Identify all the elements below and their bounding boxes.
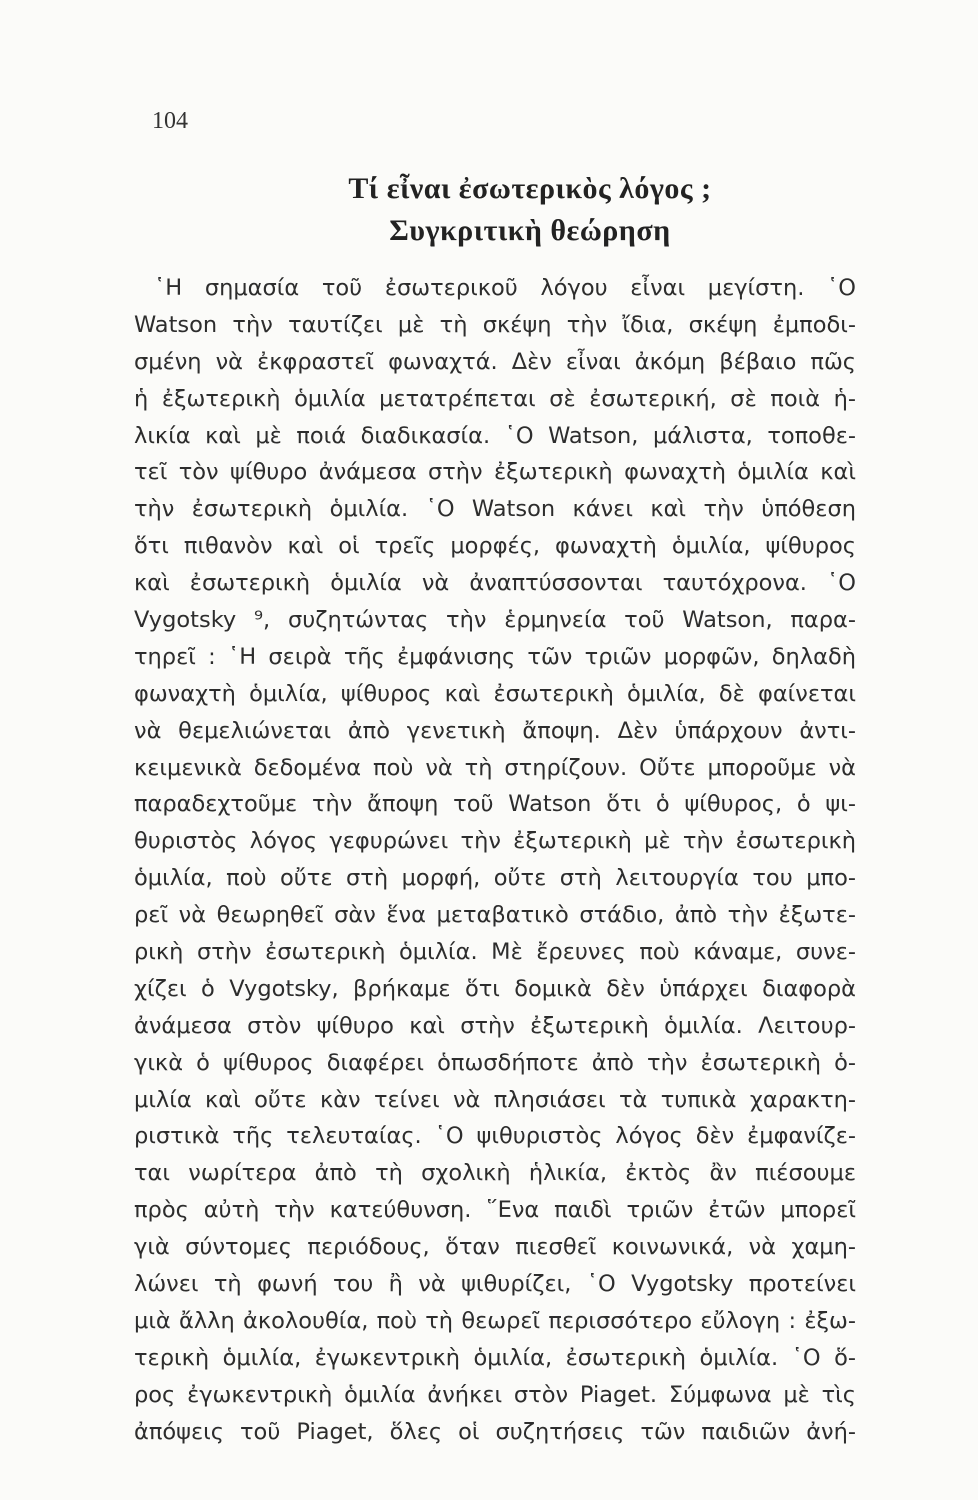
text-line: ρεῖ νὰ θεωρηθεῖ σὰν ἕνα μεταβατικὸ στάδιο, ἀπὸ τὴν ἐξωτε- [134, 902, 856, 929]
text-line: Vygotsky ⁹, συζητώντας τὴν ἑρμηνεία τοῦ Watson, παρα- [134, 607, 856, 634]
title-line-2: Συγκριτικὴ θεώρηση [389, 214, 671, 247]
text-line: χίζει ὁ Vygotsky, βρήκαμε ὅτι δομικὰ δὲν ὑπάρχει διαφορὰ [134, 975, 856, 1002]
text-line: ἡ ἐξωτερικὴ ὁμιλία μετατρέπεται σὲ ἐσωτερική, σὲ ποιὰ ἡ- [134, 385, 856, 412]
text-line: θυριστὸς λόγος γεφυρώνει τὴν ἐξωτερικὴ μὲ τὴν ἐσωτερικὴ [134, 828, 856, 855]
title-line-1: Τί εἶναι ἐσωτερικὸς λόγος ; [348, 172, 712, 205]
text-line: ρικὴ στὴν ἐσωτερικὴ ὁμιλία. Μὲ ἔρευνες ποὺ κάναμε, συνε- [134, 939, 856, 966]
text-line: παραδεχτοῦμε τὴν ἄποψη τοῦ Watson ὅτι ὁ ψίθυρος, ὁ ψι- [134, 791, 856, 818]
text-line: λικία καὶ μὲ ποιά διαδικασία. ῾Ο Watson, μάλιστα, τοποθε- [134, 422, 856, 449]
text-line: ται νωρίτερα ἀπὸ τὴ σχολικὴ ἡλικία, ἐκτὸς ἂν πιέσουμε [134, 1160, 856, 1187]
text-line: τὴν ἐσωτερικὴ ὁμιλία. ῾Ο Watson κάνει καὶ τὴν ὑπόθεση [134, 496, 856, 523]
text-line: ὅτι πιθανὸν καὶ οἱ τρεῖς μορφές, φωναχτὴ ὁμιλία, ψίθυρος [134, 533, 856, 560]
text-line: ῾Η σημασία τοῦ ἐσωτερικοῦ λόγου εἶναι μεγίστη. ῾Ο [154, 275, 856, 301]
text-line: νὰ θεμελιώνεται ἀπὸ γενετικὴ ἄποψη. Δὲν ὑπάρχουν ἀντι- [134, 717, 856, 744]
text-line: τεῖ τὸν ψίθυρο ἀνάμεσα στὴν ἐξωτερικὴ φωναχτὴ ὁμιλία καὶ [134, 459, 856, 486]
text-line: μιλία καὶ οὔτε κὰν τείνει νὰ πλησιάσει τὰ τυπικὰ χαρακτη- [134, 1086, 856, 1113]
text-line: ριστικὰ τῆς τελευταίας. ῾Ο ψιθυριστὸς λόγος δὲν ἐμφανίζε- [134, 1123, 856, 1150]
text-line: τερικὴ ὁμιλία, ἐγωκεντρικὴ ὁμιλία, ἐσωτερικὴ ὁμιλία. ῾Ο ὅ- [134, 1344, 856, 1371]
text-line: μιὰ ἄλλη ἀκολουθία, ποὺ τὴ θεωρεῖ περισσότερο εὔλογη : ἐξω- [134, 1307, 856, 1334]
text-line: πρὸς αὐτὴ τὴν κατεύθυνση. ῞Ενα παιδὶ τριῶν ἐτῶν μπορεῖ [134, 1197, 856, 1224]
text-line: γικὰ ὁ ψίθυρος διαφέρει ὁπωσδήποτε ἀπὸ τὴν ἐσωτερικὴ ὁ- [134, 1049, 856, 1076]
text-line: λώνει τὴ φωνή του ἢ νὰ ψιθυρίζει, ῾Ο Vygotsky προτείνει [134, 1271, 856, 1298]
page-number: 104 [152, 108, 188, 134]
text-line: Watson τὴν ταυτίζει μὲ τὴ σκέψη τὴν ἴδια, σκέψη ἐμποδι- [134, 311, 856, 338]
text-line: ὁμιλία, ποὺ οὔτε στὴ μορφή, οὔτε στὴ λειτουργία του μπο- [134, 865, 856, 892]
text-line: γιὰ σύντομες περιόδους, ὅταν πιεσθεῖ κοινωνικά, νὰ χαμη- [134, 1234, 856, 1261]
text-line: ρος ἐγωκεντρικὴ ὁμιλία ἀνήκει στὸν Piaget. Σύμφωνα μὲ τὶς [134, 1381, 856, 1408]
text-line: κειμενικὰ δεδομένα ποὺ νὰ τὴ στηρίζουν. Οὔτε μποροῦμε νὰ [134, 754, 856, 781]
text-line: ἀπόψεις τοῦ Piaget, ὅλες οἱ συζητήσεις τῶν παιδιῶν ἀνή- [134, 1418, 856, 1445]
body-text [134, 270, 856, 1451]
text-line: φωναχτὴ ὁμιλία, ψίθυρος καὶ ἐσωτερικὴ ὁμιλία, δὲ φαίνεται [134, 680, 856, 707]
section-title [200, 168, 860, 252]
text-line: σμένη νὰ ἐκφραστεῖ φωναχτά. Δὲν εἶναι ἀκόμη βέβαιο πῶς [134, 348, 856, 375]
text-line: καὶ ἐσωτερικὴ ὁμιλία νὰ ἀναπτύσσονται ταυτόχρονα. ῾Ο [134, 570, 856, 597]
text-line: τηρεῖ : ῾Η σειρὰ τῆς ἐμφάνισης τῶν τριῶν μορφῶν, δηλαδὴ [134, 643, 856, 670]
text-line: ἀνάμεσα στὸν ψίθυρο καὶ στὴν ἐξωτερικὴ ὁμιλία. Λειτουρ- [134, 1012, 856, 1039]
